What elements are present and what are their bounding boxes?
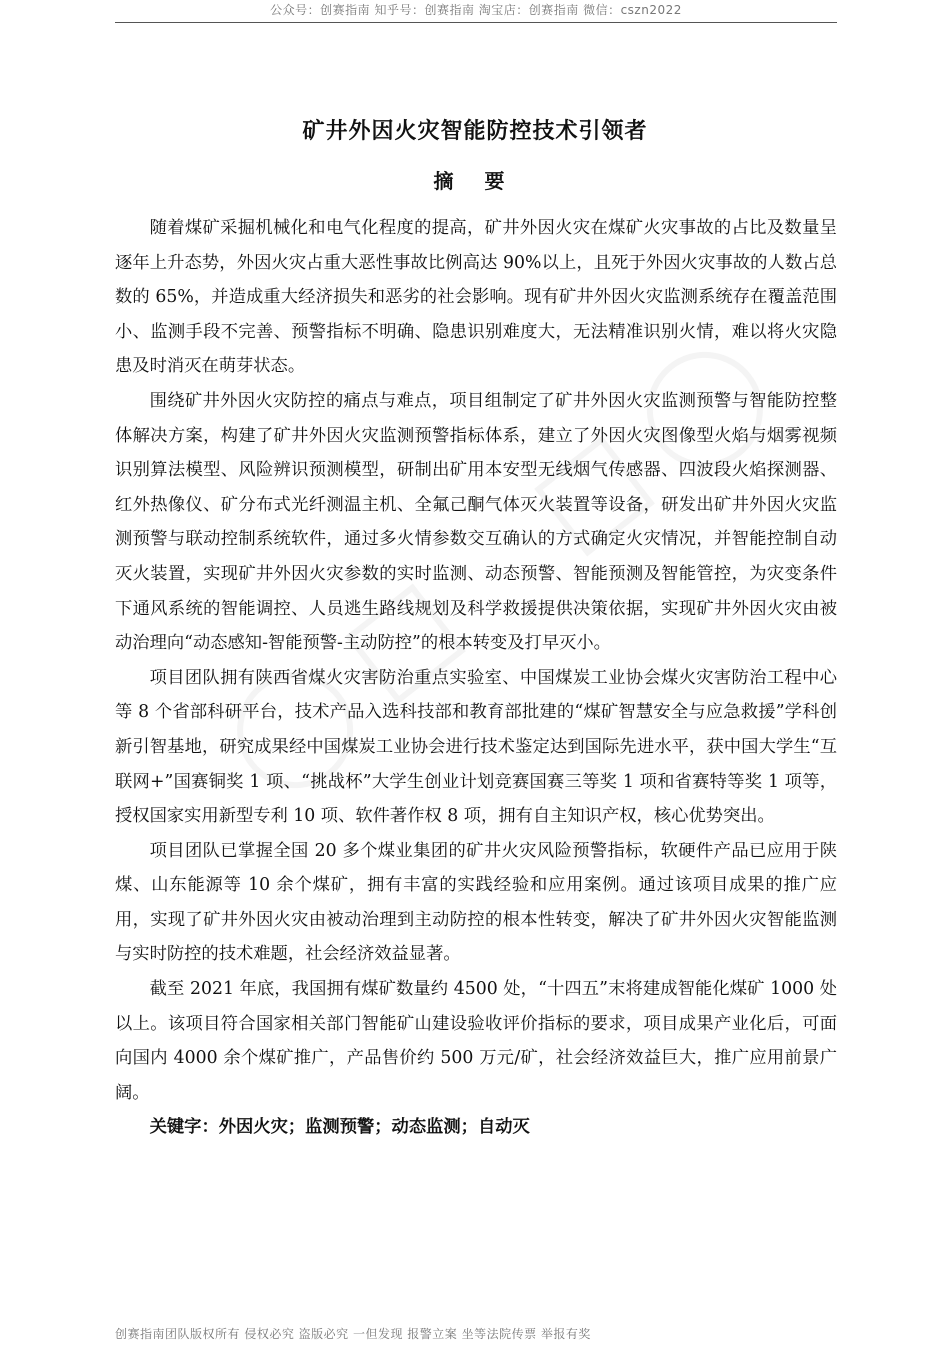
- document-title: 矿井外因火灾智能防控技术引领者: [302, 118, 648, 144]
- paragraph-team: 项目团队拥有陕西省煤火灾害防治重点实验室、中国煤炭工业协会煤火灾害防治工程中心等 8 个省部科研平台，技术产品入选科技部和教育部批建的“煤矿智慧安全与应急救援”学科创新引智基地，研究成果经中国煤炭工业协会进行技术鉴定达到国际先进水平，获中国大学生“互联网+”国赛铜奖 1 项、“挑战杯”大学生创业计划竞赛国赛三等奖 1 项和省赛特等奖 1 项等，授权国家实用新型专利 10 项、软件著作权 8 项，拥有自主知识产权，核心优势突出。: [115, 667, 837, 827]
- paragraph-market: 截至 2021 年底，我国拥有煤矿数量约 4500 处，“十四五”末将建成智能化煤矿 1000 处以上。该项目符合国家相关部门智能矿山建设验收评价指标的要求，项目成果产业化后，可面向国内 4000 余个煤矿推广，产品售价约 500 万元/矿，社会经济效益巨大，推广应用前景广阔。: [115, 979, 837, 1103]
- page-header: 公众号：创赛指南 知乎号：创赛指南 淘宝店：创赛指南 微信：cszn2022: [115, 0, 837, 23]
- abstract-heading: 摘 要: [433, 169, 517, 193]
- page-footer: 创赛指南团队版权所有 侵权必究 盗版必究 一但发现 报警立案 坐等法院传票 举报有奖: [115, 1327, 591, 1341]
- paragraph-application: 项目团队已掌握全国 20 多个煤业集团的矿井火灾风险预警指标，软硬件产品已应用于陕煤、山东能源等 10 余个煤矿，拥有丰富的实践经验和应用案例。通过该项目成果的推广应用，实现了矿井外因火灾由被动治理到主动防控的根本性转变，解决了矿井外因火灾智能监测与实时防控的技术难题，社会经济效益显著。: [115, 840, 837, 965]
- paragraph-background: 随着煤矿采掘机械化和电气化程度的提高，矿井外因火灾在煤矿火灾事故的占比及数量呈逐年上升态势，外因火灾占重大恶性事故比例高达 90%以上，且死于外因火灾事故的人数占总数的 65%，并造成重大经济损失和恶劣的社会影响。现有矿井外因火灾监测系统存在覆盖范围小、监测手段不完善、预警指标不明确、隐患识别难度大，无法精准识别火情，难以将火灾隐患及时消灭在萌芽状态。: [115, 218, 837, 377]
- keywords: 关键字：外因火灾；监测预警；动态监测；自动灭: [149, 1117, 530, 1138]
- abstract-body: [115, 211, 837, 1145]
- paragraph-solution: 围绕矿井外因火灾防控的痛点与难点，项目组制定了矿井外因火灾监测预警与智能防控整体解决方案，构建了矿井外因火灾监测预警指标体系，建立了外因火灾图像型火焰与烟雾视频识别算法模型、风险辨识预测模型，研制出矿用本安型无线烟气传感器、四波段火焰探测器、红外热像仪、矿分布式光纤测温主机、全氟己酮气体灭火装置等设备，研发出矿井外因火灾监测预警与联动控制系统软件，通过多火情参数交互确认的方式确定火灾情况，并智能控制自动灭火装置，实现矿井外因火灾参数的实时监测、动态预警、智能预测及智能管控，为灾变条件下通风系统的智能调控、人员逃生路线规划及科学救援提供决策依据，实现矿井外因火灾由被动治理向“动态感知-智能预警-主动防控”的根本转变及打早灭小。: [115, 390, 837, 654]
